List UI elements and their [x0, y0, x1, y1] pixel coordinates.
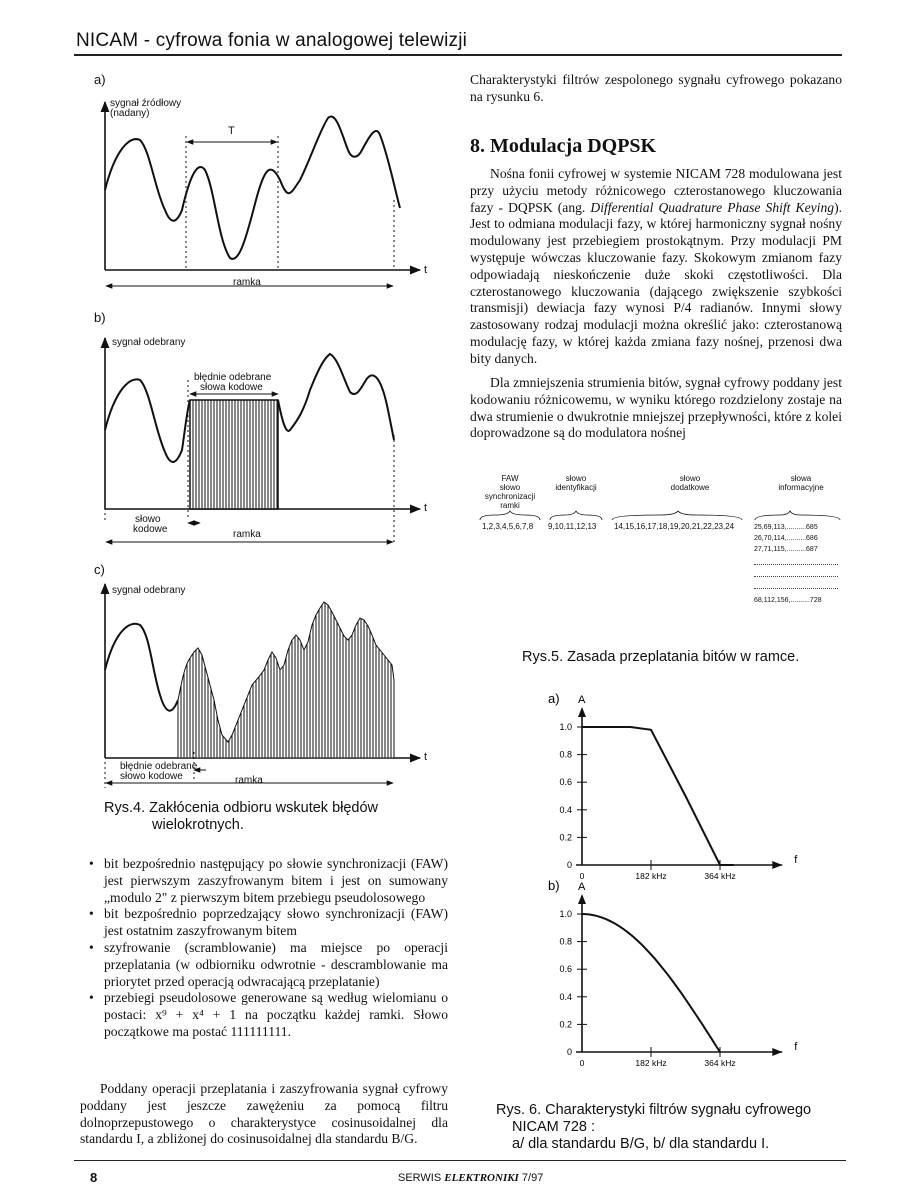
fig6-caption-2: NICAM 728 : [512, 1119, 595, 1135]
fig4-caption-2: wielokrotnych. [152, 817, 244, 833]
fig6a-panel-letter: a) [548, 691, 560, 706]
fig6a-ytick-label: 0.4 [559, 804, 572, 815]
fig6b-ytick-label: 0.4 [559, 991, 572, 1002]
col-add-line2: dodatkowe [670, 483, 710, 492]
issue-number: 7/97 [518, 1172, 544, 1184]
bits-faw: 1,2,3,4,5,6,7,8 [482, 522, 534, 531]
brace-faw [480, 511, 540, 520]
fig4-panel-b [105, 338, 420, 542]
col-id-line2: identyfikacji [555, 483, 597, 492]
fig4-panel-a [105, 102, 420, 286]
fig6b-ytick-label: 0 [566, 1047, 572, 1057]
fig5-braces [470, 510, 846, 522]
info-row [754, 544, 838, 555]
info-row-3-start: 27,71,115, [754, 546, 787, 553]
list-item: • bit bezpośrednio następujący po słowie synchronizacji (FAW) jest pierwszym zaszyfrowanym bitem i jest on sumowany „modulo 2" z pierwszym bitem przebiegu pseudolosowego [86, 856, 448, 906]
header-rule [74, 54, 842, 56]
info-dots-line [754, 567, 838, 577]
fig6a-ytick-label: 0.2 [559, 832, 572, 843]
info-dots-line [754, 555, 838, 565]
panel-a-axis-label-2: (nadany) [110, 108, 150, 119]
fig6a-xtick-label: 0 [579, 871, 585, 881]
panel-c-frame-label: ramka [235, 775, 263, 786]
info-row-last [754, 595, 838, 606]
list-item: • przebiegi pseudolosowe generowane są według wielomianu o postaci: x⁹ + x⁴ + 1 na początku każdej ramki. Słowo początkowe ma postać 111111111. [86, 990, 448, 1040]
running-header: NICAM - cyfrowa fonia w analogowej telewizji [76, 30, 468, 51]
fig4-panel-a-letter: a) [94, 72, 106, 87]
col-id-line1: słowo [565, 474, 587, 483]
fig6b-y-arrowhead [578, 894, 586, 904]
fig6-caption: Rys. 6. Charakterystyki filtrów sygnału cyfrowego [496, 1102, 812, 1118]
panel-b-frame-label: ramka [233, 529, 261, 540]
fig6a-y-arrowhead [578, 707, 586, 717]
info-row [754, 533, 838, 544]
fig4-caption: Rys.4. Zakłócenia odbioru wskutek błędów [104, 800, 379, 816]
info-row-3-dots: .......... [786, 546, 807, 553]
col-faw-line1: FAW [501, 474, 519, 483]
brace-id [550, 511, 602, 520]
fig5-frame-diagram [470, 474, 846, 634]
received-waveform-c-left [105, 624, 178, 711]
period-label: T [228, 125, 235, 137]
panel-c-error-label-2: słowo kodowe [120, 771, 183, 782]
received-waveform-b-left [105, 379, 190, 462]
panel-c-t-label: t [424, 751, 428, 763]
panel-a-axis-label: sygnał źródłowy [110, 98, 182, 109]
list-item: • szyfrowanie (scramblowanie) ma miejsce po operacji przeplatania (w odbiorniku odwrotnie - descramblowanie ma priorytet przed operacją odwracającą przeplatanie) [86, 940, 448, 990]
fig6a-y-label: A [578, 694, 586, 706]
col-info-line2: informacyjne [778, 483, 824, 492]
fig4-diagram [90, 80, 450, 800]
col-add-line1: słowo [679, 474, 701, 483]
info-row [754, 522, 838, 533]
col-info-line1: słowa [790, 474, 812, 483]
info-row-1-end: 685 [806, 524, 818, 531]
page-number: 8 [90, 1170, 98, 1185]
fig6b-xtick-label: 182 kHz [635, 1058, 667, 1068]
corrupted-codeword-block [190, 400, 278, 509]
brace-add [612, 511, 742, 520]
fig6b-xtick-label: 0 [579, 1058, 585, 1068]
panel-a-frame-label: ramka [233, 277, 261, 288]
fig6a-ytick-label: 1.0 [559, 722, 572, 732]
fig6a-response-curve [582, 727, 734, 865]
fig6b-ytick-label: 1.0 [559, 909, 572, 919]
fig6a-x-arrowhead [772, 861, 782, 869]
info-bits-list [754, 522, 838, 606]
fig4-panel-c [105, 584, 420, 788]
panel-b-error-label: błędnie odebrane [194, 372, 272, 383]
bits-id: 9,10,11,12,13 [548, 522, 597, 531]
received-waveform-b-right [278, 354, 394, 440]
right-intro: Charakterystyki filtrów zespolonego sygnału cyfrowego pokazano na rysunku 6. [470, 72, 842, 104]
col-faw-line3: synchronizacji [484, 492, 536, 501]
info-last-dots: .......... [790, 597, 810, 604]
fig6b-ytick-label: 0.6 [559, 964, 572, 975]
fig6a-ytick-label: 0.6 [559, 777, 572, 788]
fig6-charts [530, 680, 830, 1090]
fig6a-ytick-label: 0 [566, 860, 572, 870]
fig6a-x-label: f [794, 854, 798, 866]
panel-b-t-label: t [424, 502, 428, 514]
fig6b-y-label: A [578, 881, 586, 893]
info-row-2-end: 686 [806, 535, 818, 542]
panel-a-t-label: t [424, 264, 428, 276]
info-row-1-dots: .......... [786, 524, 807, 531]
fig6b-panel-letter: b) [548, 878, 560, 893]
info-dots-line [754, 579, 838, 589]
fig4-panel-b-letter: b) [94, 310, 106, 325]
col-add-header [640, 474, 740, 492]
info-row-3-end: 687 [806, 546, 818, 553]
brace-info [755, 511, 840, 520]
fig4-panel-c-letter: c) [94, 562, 105, 577]
bullet-list [86, 856, 448, 1041]
source-signal-waveform [105, 116, 400, 258]
fig6b-x-label: f [794, 1041, 798, 1053]
fig6a-xtick-label: 182 kHz [635, 871, 667, 881]
info-last-start: 68,112,156, [754, 597, 791, 604]
bits-add: 14,15,16,17,18,19,20,21,22,23,24 [614, 522, 735, 531]
info-row-2-start: 26,70,114, [754, 535, 787, 542]
col-faw-line4: ramki [500, 501, 520, 510]
col-id-header [548, 474, 604, 492]
fig6b-xtick-label: 364 kHz [704, 1058, 736, 1068]
panel-b-error-label-2: słowa kodowe [200, 382, 263, 393]
para1-text-b: ). Jest to odmiana modulacji fazy, w której harmoniczny sygnał nośny modulowany jest przebiegiem prostokątnym. Przy modulacji PM występuje wówczas kluczowanie fazy. Skokowym zmianom fazy odpowiadają nieskończenie duże skoki częstotliwości. Dla czterostanowego kluczowania (dającego zwiększenie szybkości transmisji) dewiacja fazy wynosi P/4 radianów. Innymi słowy zastosowany rodzaj modulacji można określić jako: czterostanową modulację fazy, w której każda zmiana fazy nośnej, przenosi dwa bity danych. [470, 199, 842, 366]
list-item: • bit bezpośrednio poprzedzający słowo synchronizacji (FAW) jest ostatnim zaszyfrowanym bitem [86, 906, 448, 940]
panel-b-word-label-2: kodowe [133, 524, 168, 535]
para1-emphasis: Differential Quadrature Phase Shift Keying [590, 199, 835, 215]
info-row-1-start: 25,69,113, [754, 524, 787, 531]
fig6b-ytick-label: 0.8 [559, 936, 572, 947]
magazine-name-b: ELEKTRONIKI [444, 1172, 519, 1184]
panel-c-error-label: błędnie odebrane [120, 761, 198, 772]
fig6a-ytick-label: 0.8 [559, 749, 572, 760]
panel-b-word-label: słowo [135, 514, 161, 525]
multi-error-hatched-region [178, 602, 394, 758]
col-info-header [766, 474, 836, 492]
left-paragraph: Poddany operacji przeplatania i zaszyfrowania sygnał cyfrowy poddany jest jeszcze zawężeniu za pomocą filtru dolnoprzepustowego o charakterystyce cosinusoidalnej dla standardu I, a zbliżonej do cosinusoidalnej dla standardu B/G. [80, 1081, 448, 1147]
fig6b-ytick-label: 0.2 [559, 1019, 572, 1030]
magazine-name-a: SERWIS [398, 1172, 445, 1184]
fig6a-xtick-label: 364 kHz [704, 871, 736, 881]
footer-magazine [398, 1172, 543, 1184]
para1-text-a: Nośna fonii cyfrowej w systemie NICAM 728 modulowana jest przy użyciu metody różnicowego czterostanowego kluczowania fazy - DQPSK (ang. [470, 166, 842, 215]
fig6-caption-3: a/ dla standardu B/G, b/ dla standardu I. [512, 1136, 770, 1152]
fig6b-response-curve [582, 914, 720, 1052]
info-last-end: 728 [809, 597, 822, 604]
col-faw-line2: słowo [499, 483, 521, 492]
section-title: 8. Modulacja DQPSK [470, 135, 657, 157]
panel-b-axis-label: sygnał odebrany [112, 337, 186, 348]
paragraph-dqpsk [470, 166, 842, 368]
col-faw-header [478, 474, 542, 510]
panel-c-axis-label: sygnał odebrany [112, 585, 186, 596]
paragraph-coding: Dla zmniejszenia strumienia bitów, sygnał cyfrowy poddany jest kodowaniu różnicowemu, w wyniku którego rozdzielony zostaje na dwa strumienie o dwukrotnie mniejszej przepływności, które z kolei doprowadzone są do modulatora nośnej [470, 375, 842, 441]
footer-rule [74, 1160, 846, 1161]
fig5-caption: Rys.5. Zasada przeplatania bitów w ramce. [522, 649, 800, 665]
fig6b-x-arrowhead [772, 1048, 782, 1056]
info-row-2-dots: .......... [786, 535, 807, 542]
